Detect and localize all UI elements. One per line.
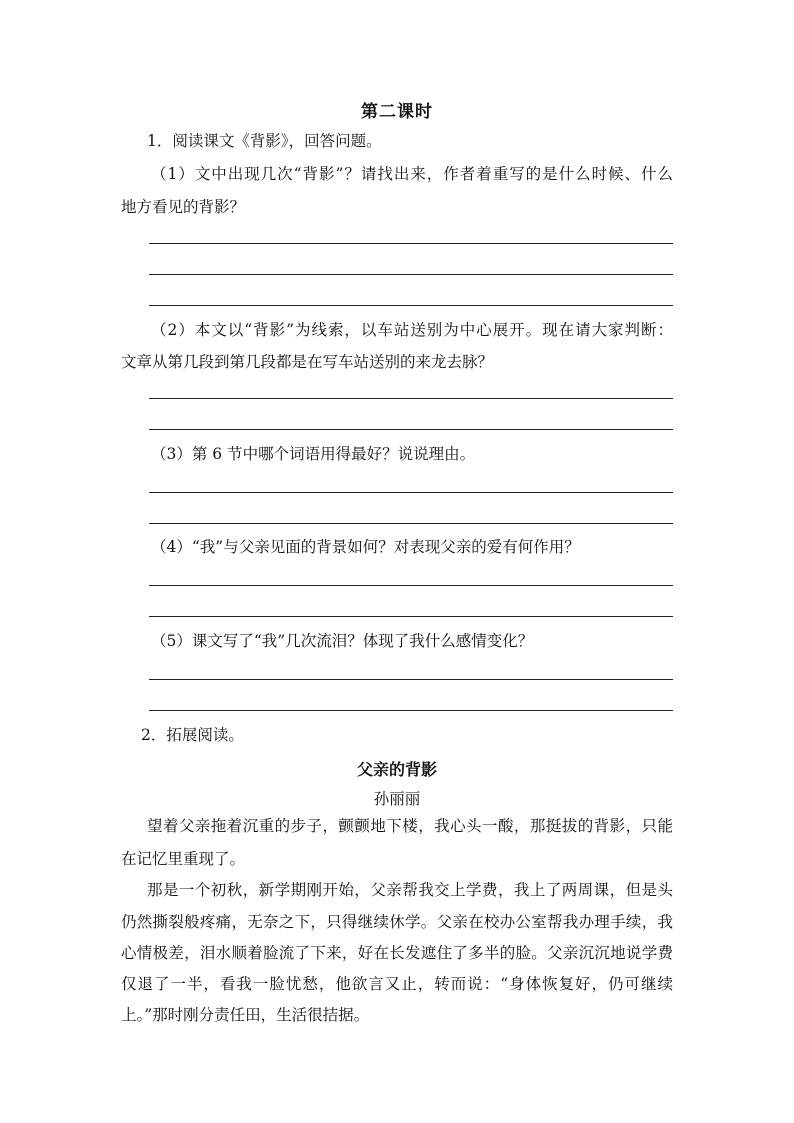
question-1-2-line-1: （2）本文以“背影”为线索，以车站送别为中心展开。现在请大家判断：: [151, 321, 673, 339]
article-title: 父亲的背影: [356, 760, 437, 779]
question-1-1-line-1: （1）文中出现几次“背影”？请找出来，作者着重写的是什么时候、什么: [151, 165, 673, 183]
article-author: 孙丽丽: [373, 790, 421, 808]
answer-line[interactable]: [149, 523, 673, 524]
article-paragraph-1-line-1: 望着父亲拖着沉重的步子，颤颤地下楼，我心头一酸，那挺拔的背影，只能: [147, 817, 673, 835]
page-title: 第二课时: [361, 102, 433, 122]
question-1-4: （4）“我”与父亲见面的背景如何？对表现父亲的爱有何作用？: [151, 538, 580, 556]
answer-line[interactable]: [149, 305, 673, 306]
answer-line[interactable]: [149, 616, 673, 617]
answer-line[interactable]: [149, 492, 673, 493]
question-1-1-line-2: 地方看见的背影？: [121, 198, 246, 216]
answer-line[interactable]: [149, 243, 673, 244]
article-paragraph-1-line-2: 在记忆里重现了。: [121, 850, 246, 868]
question-1-2-line-2: 文章从第几段到第几段都是在写车站送别的来龙去脉？: [121, 353, 494, 371]
answer-line[interactable]: [149, 679, 673, 680]
question-1-5: （5）课文写了“我”几次流泪？体现了我什么感情变化？: [151, 632, 534, 650]
answer-line[interactable]: [149, 398, 673, 399]
article-paragraph-2-line-5: 上。”那时刚分责任田，生活很拮据。: [121, 1006, 370, 1024]
article-paragraph-2-line-1: 那是一个初秋，新学期刚开始，父亲帮我交上学费，我上了两周课，但是头: [147, 881, 673, 899]
question-1-heading: 1．阅读课文《背影》，回答问题。: [147, 132, 382, 150]
question-2-heading: 2．拓展阅读。: [141, 726, 244, 744]
answer-line[interactable]: [149, 585, 673, 586]
answer-line[interactable]: [149, 274, 673, 275]
answer-line[interactable]: [149, 710, 673, 711]
question-1-3: （3）第 6 节中哪个词语用得最好？说说理由。: [151, 445, 476, 463]
article-paragraph-2-line-4: 仅退了一半，看我一脸忧愁，他欲言又止，转而说：“身体恢复好，仍可继续: [121, 975, 673, 993]
article-paragraph-2-line-2: 仍然撕裂般疼痛，无奈之下，只得继续休学。父亲在校办公室帮我办理手续，我: [121, 913, 673, 931]
answer-line[interactable]: [149, 429, 673, 430]
article-paragraph-2-line-3: 心情极差，泪水顺着脸流了下来，好在长发遮住了多半的脸。父亲沉沉地说学费: [121, 944, 673, 962]
